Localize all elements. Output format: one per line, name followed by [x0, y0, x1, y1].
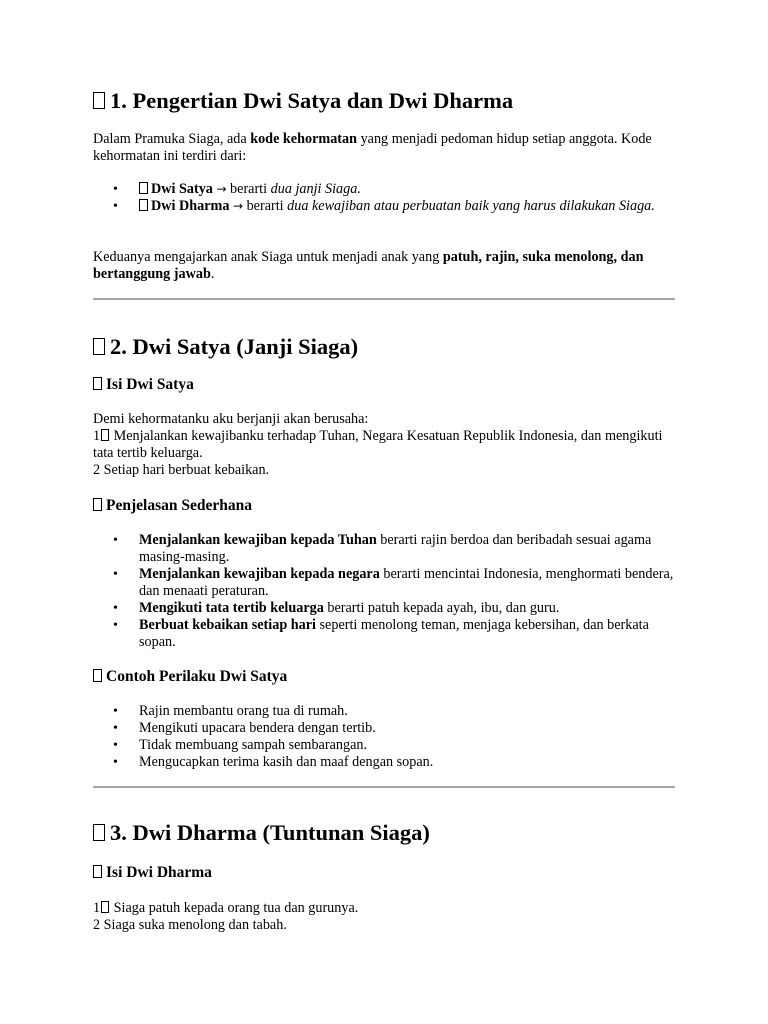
- list-item: • Berbuat kebaikan setiap hari seperti menolong teman, menjaga kebersihan, dan berkata sopan.: [113, 617, 649, 650]
- missing-glyph-icon: [93, 338, 105, 355]
- missing-glyph-icon: [93, 498, 102, 511]
- penjelasan-list: [93, 532, 675, 651]
- missing-glyph-icon: [101, 429, 109, 441]
- section-2-title: 2. Dwi Satya (Janji Siaga): [93, 334, 358, 360]
- missing-glyph-icon: [93, 92, 105, 109]
- missing-glyph-icon: [93, 377, 102, 390]
- section-divider: [93, 298, 675, 300]
- list-item: • Mengikuti tata tertib keluarga berarti patuh kepada ayah, ibu, dan guru.: [113, 600, 560, 616]
- contoh-heading: Contoh Perilaku Dwi Satya: [93, 667, 287, 687]
- contoh-list: [93, 703, 675, 771]
- kode-kehormatan-list: [93, 181, 675, 215]
- missing-glyph-icon: [93, 865, 102, 878]
- list-item: • Rajin membantu orang tua di rumah.: [113, 703, 348, 719]
- dwi-satya-oath: Demi kehormatanku aku berjanji akan berusaha: 1 Menjalankan kewajibanku terhadap Tuhan, Negara Kesatuan Republik Indonesia, dan mengikuti tata tertib keluarga. 2 Setiap hari berbuat kebaikan.: [93, 411, 663, 478]
- missing-glyph-icon: [139, 182, 148, 194]
- missing-glyph-icon: [101, 901, 109, 913]
- list-item: • Mengikuti upacara bendera dengan tertib.: [113, 720, 376, 736]
- list-item: • Menjalankan kewajiban kepada negara berarti mencintai Indonesia, menghormati bendera, dan menaati peraturan.: [113, 566, 674, 599]
- section-1-closing: Keduanya mengajarkan anak Siaga untuk menjadi anak yang patuh, rajin, suka menolong, dan bertanggung jawab.: [93, 249, 644, 282]
- missing-glyph-icon: [93, 824, 105, 841]
- isi-dwi-dharma-heading: Isi Dwi Dharma: [93, 863, 212, 883]
- list-item: • Dwi Dharma → berarti dua kewajiban atau perbuatan baik yang harus dilakukan Siaga.: [113, 198, 655, 214]
- section-1-intro: Dalam Pramuka Siaga, ada kode kehormatan yang menjadi pedoman hidup setiap anggota. Kode kehormatan ini terdiri dari:: [93, 131, 652, 164]
- missing-glyph-icon: [93, 669, 102, 682]
- section-divider: [93, 786, 675, 788]
- penjelasan-heading: Penjelasan Sederhana: [93, 496, 252, 516]
- section-3-title: 3. Dwi Dharma (Tuntunan Siaga): [93, 820, 430, 846]
- missing-glyph-icon: [139, 199, 148, 211]
- isi-dwi-satya-heading: Isi Dwi Satya: [93, 375, 194, 395]
- list-item: • Menjalankan kewajiban kepada Tuhan berarti rajin berdoa dan beribadah sesuai agama masing-masing.: [113, 532, 652, 565]
- section-1-title: 1. Pengertian Dwi Satya dan Dwi Dharma: [93, 88, 513, 114]
- list-item: • Tidak membuang sampah sembarangan.: [113, 737, 368, 753]
- list-item: • Dwi Satya → berarti dua janji Siaga.: [113, 181, 361, 197]
- dwi-dharma-lines: 1 Siaga patuh kepada orang tua dan gurunya. 2 Siaga suka menolong dan tabah.: [93, 900, 359, 933]
- list-item: • Mengucapkan terima kasih dan maaf dengan sopan.: [113, 754, 434, 770]
